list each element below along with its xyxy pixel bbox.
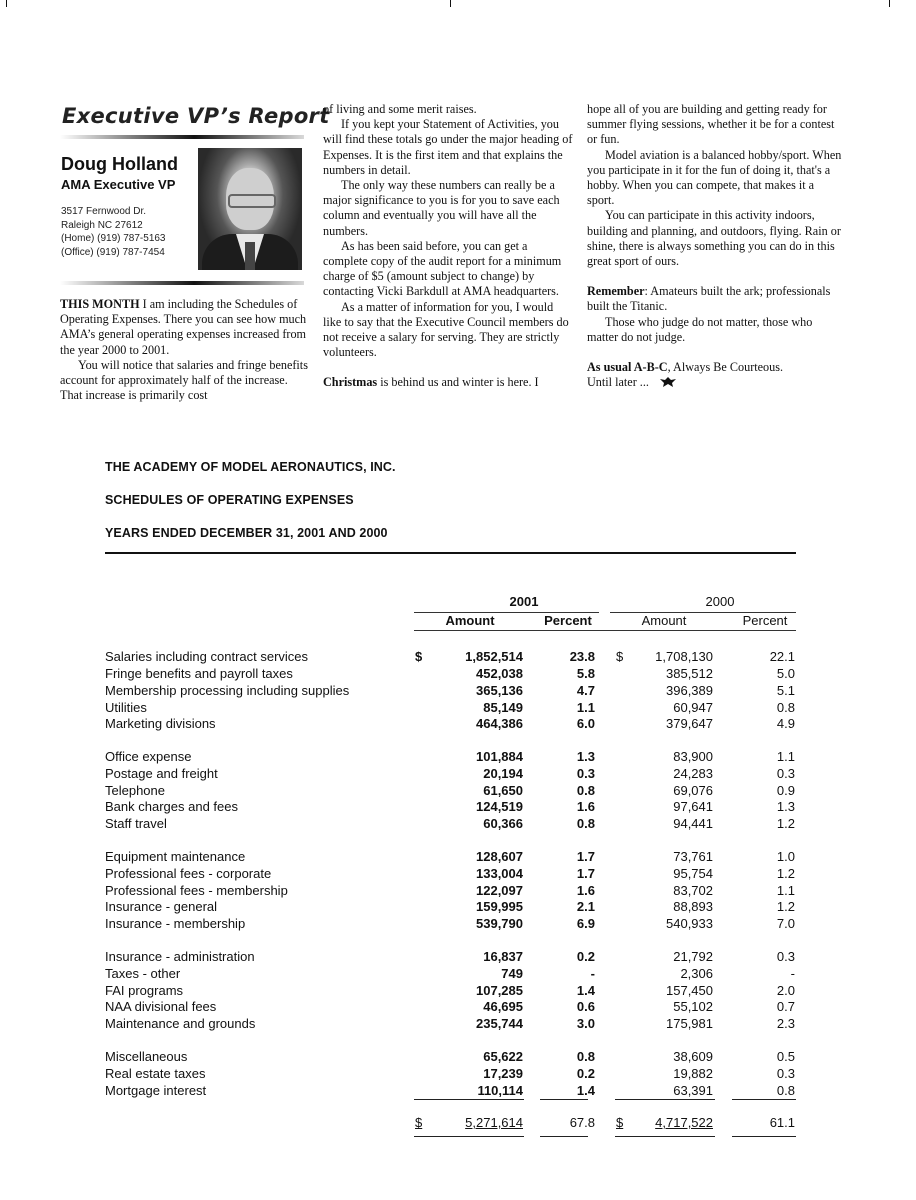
amount-2000: 19,882 (673, 1066, 713, 1081)
row-label: Mortgage interest (105, 1083, 207, 1098)
percent-2000: 0.3 (776, 766, 795, 781)
percent-2000: 22.1 (769, 649, 795, 664)
article-paragraph: hope all of you are building and getting ready for summer flying sessions, whether it be for a contest or fun. (587, 102, 835, 147)
article-column-3 (587, 102, 842, 391)
lead-in: Christmas (323, 375, 378, 390)
lead-in: THIS MONTH (60, 297, 140, 311)
row-label: Marketing divisions (105, 716, 216, 731)
amount-2000: 95,754 (673, 866, 713, 881)
percent-2001-header: Percent (544, 613, 592, 628)
row-label: Membership processing including supplies (105, 683, 350, 698)
schedule-divider (105, 552, 796, 554)
row-label: Office expense (105, 749, 192, 764)
crop-mark-right (889, 0, 890, 7)
amount-2000: 88,893 (673, 899, 713, 914)
amount-2001: 365,136 (476, 683, 523, 698)
article-paragraph: Those who judge do not matter, those who matter do not judge. (587, 314, 813, 344)
amount-2000: 38,609 (673, 1049, 713, 1064)
amount-2001: 61,650 (483, 783, 523, 798)
author-contact (61, 205, 166, 259)
percent-2000: 5.0 (776, 666, 795, 681)
percent-2000: 1.1 (776, 883, 795, 898)
amount-2000-header: Amount (641, 613, 687, 628)
amount-2000: 24,283 (673, 766, 713, 781)
table-row (105, 949, 805, 966)
percent-2000: 2.3 (776, 1016, 795, 1031)
percent-2000: 2.0 (776, 983, 795, 998)
report-title: Executive VP’s Report (62, 104, 330, 128)
author-name: Doug Holland (61, 154, 178, 174)
amount-2000: 396,389 (666, 683, 713, 698)
percent-2000: 1.1 (776, 749, 795, 764)
percent-2001: 1.3 (576, 749, 595, 764)
photo-glasses (228, 194, 276, 208)
amount-2000: 83,900 (673, 749, 713, 764)
table-row (105, 716, 805, 733)
row-label: Salaries including contract services (105, 649, 309, 664)
table-row (105, 883, 805, 900)
amount-2001: 46,695 (483, 999, 523, 1014)
total-currency-2001: $ (415, 1115, 423, 1130)
percent-2001: 23.8 (569, 649, 595, 664)
row-label: Real estate taxes (105, 1066, 206, 1081)
amount-2000: 540,933 (666, 916, 713, 931)
contact-city: Raleigh NC 27612 (61, 219, 143, 231)
amount-2000: 60,947 (673, 700, 713, 715)
article-paragraph: Christmas is behind us and winter is here. I (323, 375, 539, 390)
percent-2001: 6.0 (576, 716, 595, 731)
amount-2001: 110,114 (477, 1083, 523, 1098)
percent-2000: 4.9 (776, 716, 795, 731)
total-rule (540, 1136, 588, 1137)
row-label: Insurance - general (105, 899, 218, 914)
row-label: Professional fees - membership (105, 883, 288, 898)
table-row (105, 749, 805, 766)
article-column-1 (60, 297, 308, 403)
amount-2001: 539,790 (476, 916, 523, 931)
row-label: FAI programs (105, 983, 184, 998)
percent-2001: 1.4 (576, 1083, 595, 1098)
amount-2000: 55,102 (673, 999, 713, 1014)
percent-2000: 5.1 (776, 683, 795, 698)
percent-2001: 1.1 (576, 700, 595, 715)
percent-2000: 0.5 (776, 1049, 795, 1064)
article-paragraph: You can participate in this activity indoors, building and planning, and outdoors, flying. Rain or shine, there is always something you can do in this great sport of ours. (587, 208, 841, 269)
amount-2001: 17,239 (483, 1066, 523, 1081)
year-2001-header: 2001 (509, 594, 539, 609)
amount-2001: 122,097 (476, 883, 523, 898)
amount-2000: 1,708,130 (655, 649, 713, 664)
percent-2000: 0.7 (776, 999, 795, 1014)
table-row (105, 849, 805, 866)
percent-2001: 1.6 (576, 883, 595, 898)
percent-2000-header: Percent (742, 613, 788, 628)
percent-2001: 6.9 (576, 916, 595, 931)
amount-2001: 128,607 (476, 849, 523, 864)
total-amount-2001: 5,271,614 (465, 1115, 523, 1130)
amount-2000: 157,450 (666, 983, 713, 998)
amount-2001: 101,884 (476, 749, 523, 764)
table-row (105, 866, 805, 883)
percent-2001: 1.4 (576, 983, 595, 998)
row-label: Telephone (105, 783, 165, 798)
amount-2001: 124,519 (476, 799, 523, 814)
table-row (105, 899, 805, 916)
table-row (105, 683, 805, 700)
article-paragraph: The only way these numbers can really be a major significance to you is for you to save each column and eventually you will have all the numbers. (323, 178, 560, 238)
amount-2001: 85,149 (483, 700, 523, 715)
article-paragraph: As usual A-B-C, Always Be Courteous. (587, 360, 784, 375)
amount-2001: 749 (501, 966, 523, 981)
article-paragraph: Remember: Amateurs built the ark; professionals built the Titanic. (587, 284, 831, 314)
row-label: Miscellaneous (105, 1049, 188, 1064)
amount-2000: 2,306 (680, 966, 713, 981)
table-row (105, 799, 805, 816)
table-row (105, 666, 805, 683)
crop-mark-center (450, 0, 451, 7)
total-currency-2000: $ (616, 1115, 624, 1130)
article-paragraph: Model aviation is a balanced hobby/sport. When you participate in it for the fun of doing it, that's a hobby. When you can compete, that makes it a sport. (587, 147, 842, 208)
amount-2001: 16,837 (483, 949, 523, 964)
percent-2001: 0.6 (576, 999, 595, 1014)
table-row (105, 999, 805, 1016)
row-label: Staff travel (105, 816, 167, 831)
total-percent-2000: 61.1 (769, 1115, 795, 1130)
table-row (105, 766, 805, 783)
percent-2000: 1.2 (776, 866, 795, 881)
total-rule (615, 1136, 715, 1137)
percent-2001: 0.2 (576, 1066, 595, 1081)
amount-2000: 175,981 (666, 1016, 713, 1031)
table-row (105, 916, 805, 933)
subtotal-rule (540, 1099, 588, 1100)
percent-2000: 0.8 (776, 1083, 795, 1098)
total-percent-2001: 67.8 (569, 1115, 595, 1130)
amount-2000: 94,441 (673, 816, 713, 831)
percent-2001: 2.1 (576, 899, 595, 914)
row-label: Equipment maintenance (105, 849, 246, 864)
article-paragraph: THIS MONTH I am including the Schedules of Operating Expenses. There you can see how much AMA’s general operating expenses increased from the year 2000 to 2001. (60, 297, 307, 357)
contact-home-phone: (Home) (919) 787-5163 (61, 233, 166, 244)
percent-2001: 1.6 (576, 799, 595, 814)
currency-2001: $ (415, 649, 423, 664)
article-paragraph: As has been said before, you can get a complete copy of the audit report for a minimum charge of $5 (amount subject to change) by contacting Vicki Barkdull at AMA headquarters. (323, 238, 562, 299)
contact-street: 3517 Fernwood Dr. (61, 206, 147, 217)
total-row (105, 1115, 805, 1132)
table-row (105, 816, 805, 833)
row-label: Insurance - membership (105, 916, 246, 931)
percent-2000: 0.3 (776, 949, 795, 964)
amount-2000: 63,391 (673, 1083, 713, 1098)
crop-mark-left (6, 0, 7, 7)
table-row (105, 1066, 805, 1083)
amount-2001: 60,366 (483, 816, 523, 831)
percent-2001: 3.0 (576, 1016, 595, 1031)
article-paragraph: of living and some merit raises. (323, 102, 477, 116)
article-paragraph: Until later ... (587, 375, 842, 391)
percent-2000: 0.9 (776, 783, 795, 798)
photo-tie (245, 242, 255, 270)
amount-2001: 133,004 (476, 866, 523, 881)
row-label: Professional fees - corporate (105, 866, 272, 881)
amount-2001: 235,744 (476, 1016, 523, 1031)
amount-2001-header: Amount (445, 613, 495, 628)
table-row (105, 1049, 805, 1066)
header-divider (60, 281, 304, 285)
schedule-org: THE ACADEMY OF MODEL AERONAUTICS, INC. (105, 460, 396, 474)
amount-2001: 20,194 (483, 766, 523, 781)
table-row (105, 966, 805, 983)
percent-2000: 1.2 (776, 816, 795, 831)
row-label: Fringe benefits and payroll taxes (105, 666, 293, 681)
row-label: Postage and freight (105, 766, 218, 781)
percent-2001: 1.7 (576, 849, 595, 864)
article-paragraph: You will notice that salaries and fringe benefits account for approximately half of the increase. That increase is primarily cost (60, 357, 308, 403)
amount-2001: 159,995 (476, 899, 523, 914)
table-row (105, 983, 805, 1000)
amount-2001: 452,038 (476, 666, 523, 681)
column-header-rule (414, 630, 796, 631)
row-label: Bank charges and fees (105, 799, 238, 814)
percent-2000: 7.0 (776, 916, 795, 931)
amount-2000: 21,792 (673, 949, 713, 964)
table-row (105, 649, 805, 666)
amount-2000: 379,647 (666, 716, 713, 731)
amount-2001: 464,386 (476, 716, 523, 731)
percent-2000: 1.0 (776, 849, 795, 864)
percent-2000: 1.2 (776, 899, 795, 914)
total-rule (414, 1136, 524, 1137)
article-paragraph: If you kept your Statement of Activities, you will find these totals go under the major heading of Expenses. It is the first item and that explains the numbers in detail. (323, 117, 573, 177)
total-rule (732, 1136, 796, 1137)
percent-2000: 1.3 (776, 799, 795, 814)
title-divider (60, 135, 304, 139)
row-label: Maintenance and grounds (105, 1016, 256, 1031)
percent-2001: 0.3 (576, 766, 595, 781)
row-label: Taxes - other (105, 966, 181, 981)
amount-2000: 73,761 (673, 849, 713, 864)
schedule-title: SCHEDULES OF OPERATING EXPENSES (105, 493, 354, 507)
schedule-period: YEARS ENDED DECEMBER 31, 2001 AND 2000 (105, 526, 388, 540)
total-amount-2000: 4,717,522 (655, 1115, 713, 1130)
table-row (105, 783, 805, 800)
amount-2001: 107,285 (476, 983, 523, 998)
percent-2001: 0.8 (576, 1049, 595, 1064)
percent-2000: 0.3 (776, 1066, 795, 1081)
amount-2001: 65,622 (483, 1049, 523, 1064)
percent-2001: 5.8 (576, 666, 595, 681)
row-label: Insurance - administration (105, 949, 255, 964)
percent-2001: 0.8 (576, 783, 595, 798)
percent-2001: 0.2 (576, 949, 595, 964)
percent-2001: 0.8 (576, 816, 595, 831)
lead-in: Remember (587, 284, 645, 299)
table-row (105, 700, 805, 717)
percent-2001: 4.7 (576, 683, 595, 698)
percent-2001: 1.7 (576, 866, 595, 881)
ama-logo-icon (660, 376, 676, 391)
article-paragraph: As a matter of information for you, I would like to say that the Executive Council members do not receive a salary for serving. They are strictly volunteers. (323, 299, 569, 360)
amount-2000: 385,512 (666, 666, 713, 681)
amount-2000: 83,702 (673, 883, 713, 898)
year-2000-header: 2000 (705, 594, 735, 609)
percent-2000: 0.8 (776, 700, 795, 715)
amount-2000: 97,641 (673, 799, 713, 814)
currency-2000: $ (616, 649, 624, 664)
article-column-2 (323, 102, 573, 391)
table-row (105, 1083, 805, 1100)
subtotal-rule (615, 1099, 715, 1100)
row-label: Utilities (105, 700, 147, 715)
amount-2000: 69,076 (673, 783, 713, 798)
lead-in: As usual A-B-C (587, 360, 668, 375)
subtotal-rule (414, 1099, 524, 1100)
row-label: NAA divisional fees (105, 999, 217, 1014)
author-photo (198, 148, 302, 270)
author-role: AMA Executive VP (61, 177, 176, 192)
contact-office-phone: (Office) (919) 787-7454 (61, 246, 165, 258)
table-row (105, 1016, 805, 1033)
amount-2001: 1,852,514 (465, 649, 523, 664)
percent-2000: - (790, 966, 795, 981)
subtotal-rule (732, 1099, 796, 1100)
percent-2001: - (590, 966, 595, 981)
